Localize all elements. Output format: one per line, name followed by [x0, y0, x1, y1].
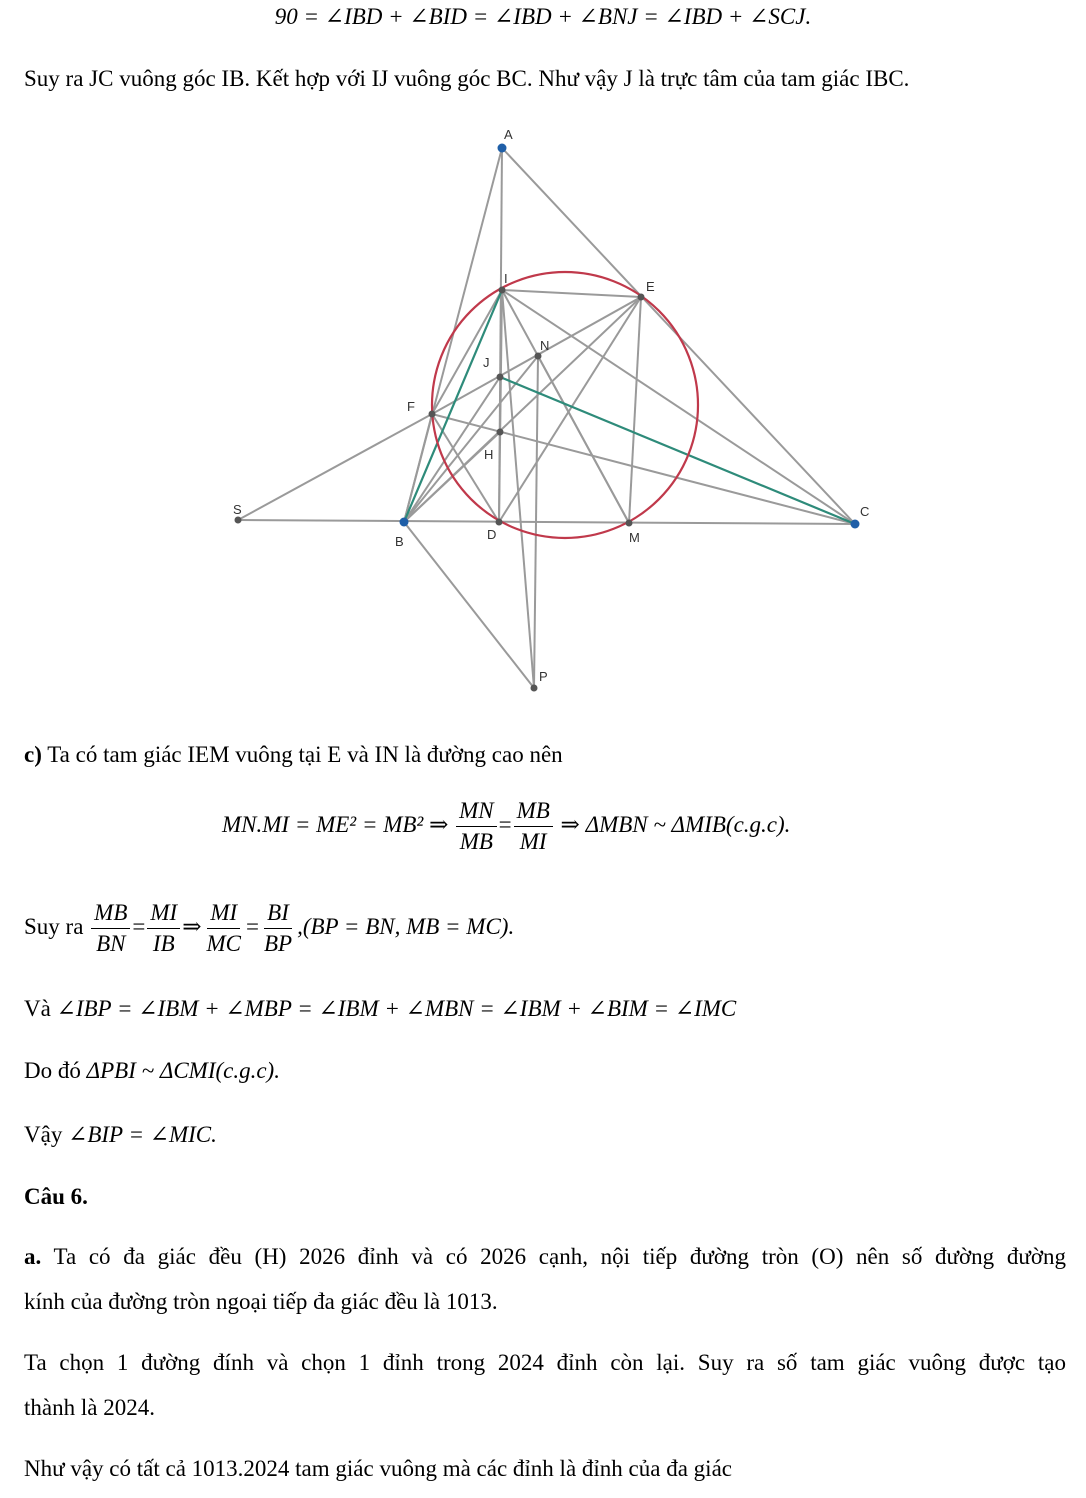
eq2-f1-den: BN: [96, 931, 126, 956]
question-6a-line-2: kính của đường tròn ngoại tiếp đa giác đều là 1013.: [24, 1289, 498, 1314]
question-6a-line-1: [24, 1242, 1066, 1272]
eq2-fraction-1: [91, 898, 130, 959]
equation-2: Suy ra $\frac{MB}{BN}$ = $\frac{MI}{IB}$ ⇒ $\frac{MI}{MC}$ = $\frac{BI}{BP}$ ,(BP = BN, MB = MC).: [24, 898, 514, 959]
point-A: [498, 144, 507, 153]
point-B: [400, 518, 409, 527]
eq1-f2-num: MB: [514, 796, 553, 827]
eq2-f1-num: MB: [91, 898, 130, 929]
segment-FC: [432, 414, 855, 524]
eq2-f4-den: BP: [263, 931, 293, 956]
point-E: [638, 294, 645, 301]
eq1-f1-num: MN: [456, 796, 497, 827]
final-angle-conclusion: [24, 1120, 217, 1150]
point-F: [429, 411, 436, 418]
label-M: M: [629, 530, 640, 545]
point-C: [851, 520, 860, 529]
conclusion-paragraph: Suy ra JC vuông góc IB. Kết hợp với IJ vuông góc BC. Như vậy J là trực tâm của tam giác IBC.: [24, 66, 910, 91]
segment-BI-green: [404, 290, 502, 522]
similarity-conclusion: [24, 1056, 280, 1086]
vay-equation: ∠BIP = ∠MIC.: [68, 1122, 217, 1147]
label-F: F: [407, 399, 415, 414]
geometry-figure: [0, 110, 1086, 700]
point-D: [496, 519, 503, 526]
eq2-tail: ,(BP = BN, MB = MC).: [297, 913, 515, 939]
part-c-intro: [24, 740, 563, 770]
eq2-f2-den: IB: [152, 931, 175, 956]
eq2-f3-num: MI: [207, 898, 240, 929]
label-C: C: [860, 504, 870, 519]
eq1-f1-den: MB: [459, 829, 493, 854]
label-B: B: [395, 534, 404, 549]
question-6-title: Câu 6.: [24, 1184, 88, 1209]
do-do-label: Do đó: [24, 1058, 81, 1083]
eq1-right: ⇒ ΔMBN ~ ΔMIB(c.g.c).: [560, 811, 791, 837]
question-6a-label: a.: [24, 1244, 42, 1269]
label-A: A: [504, 127, 513, 142]
segment-IC: [502, 290, 855, 524]
point-I: [499, 287, 506, 294]
part-c-label: c): [24, 742, 42, 767]
question-6-p2-line-2: thành là 2024.: [24, 1395, 155, 1420]
top-equation: 90 = ∠IBD + ∠BID = ∠IBD + ∠BNJ = ∠IBD + ∠SCJ.: [274, 4, 812, 29]
point-M: [626, 520, 633, 527]
eq2-fraction-3: [203, 898, 244, 959]
segment-SF: [238, 414, 432, 520]
segment-BP: [404, 522, 534, 688]
segment-JC-green: [500, 377, 855, 524]
va-label: Và: [24, 996, 51, 1021]
point-S: [235, 517, 242, 524]
eq2-f2-num: MI: [147, 898, 180, 929]
eq2-f3-den: MC: [206, 931, 241, 956]
eq1-fraction-2: [514, 796, 553, 857]
eq1-f2-den: MI: [519, 829, 547, 854]
point-J: [497, 374, 504, 381]
segment-ED: [499, 297, 641, 522]
label-D: D: [487, 527, 497, 542]
segment-IP: [502, 290, 534, 688]
label-I: I: [504, 271, 508, 286]
point-P: [531, 685, 538, 692]
va-equation: ∠IBP = ∠IBM + ∠MBP = ∠IBM + ∠MBN = ∠IBM + ∠BIM = ∠IMC: [56, 996, 737, 1021]
question-6-p3: Như vậy có tất cả 1013.2024 tam giác vuông mà các đỉnh là đỉnh của đa giác: [24, 1456, 732, 1481]
label-J: J: [483, 355, 490, 370]
segment-SC: [238, 520, 855, 524]
eq2-fraction-2: [147, 898, 180, 959]
angle-equation: [24, 994, 736, 1024]
label-S: S: [233, 502, 242, 517]
question-6a-text-1: Ta có đa giác đều (H) 2026 đỉnh và có 2026 cạnh, nội tiếp đường tròn (O) nên số đường đường: [53, 1244, 1066, 1269]
do-do-equation: ΔPBI ~ ΔCMI(c.g.c).: [86, 1058, 280, 1083]
eq1-left: MN.MI = ME² = MB² ⇒: [222, 811, 449, 837]
point-H-upper: [497, 429, 504, 436]
question-6-p2-line-1: Ta chọn 1 đường đính và chọn 1 đỉnh trong 2024 đỉnh còn lại. Suy ra số tam giác vuông được tạo: [24, 1350, 1066, 1375]
part-c-intro-text: Ta có tam giác IEM vuông tại E và IN là đường cao nên: [47, 742, 563, 767]
label-H: H: [484, 447, 494, 462]
suy-ra-label: Suy ra: [24, 913, 84, 939]
label-N: N: [540, 338, 550, 353]
point-N: [535, 353, 542, 360]
label-E: E: [646, 279, 655, 294]
eq1-fraction-1: [456, 796, 497, 857]
segment-EM: [629, 297, 641, 523]
segment-IE: [502, 290, 641, 297]
eq2-fraction-4: [261, 898, 295, 959]
equation-1: MN.MI = ME² = MB² ⇒ $\frac{MN}{MB}$ = $\frac{MB}{MI}$ ⇒ ΔMBN ~ ΔMIB(c.g.c).: [222, 796, 790, 857]
vay-label: Vậy: [24, 1122, 63, 1147]
label-P: P: [539, 669, 548, 684]
eq2-f4-num: BI: [264, 898, 292, 929]
